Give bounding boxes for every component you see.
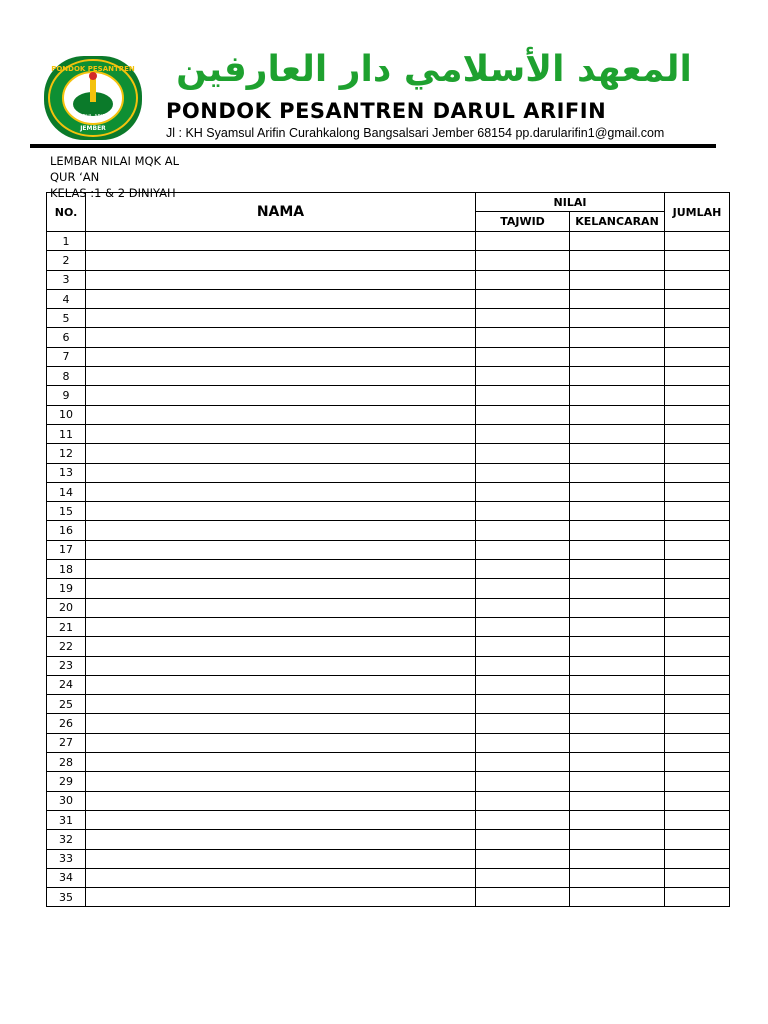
tajwid-cell[interactable] xyxy=(476,830,570,849)
tajwid-cell[interactable] xyxy=(476,367,570,386)
jumlah-cell[interactable] xyxy=(665,656,730,675)
nama-cell[interactable] xyxy=(86,540,476,559)
tajwid-cell[interactable] xyxy=(476,251,570,270)
nama-cell[interactable] xyxy=(86,888,476,907)
kelancaran-cell[interactable] xyxy=(570,328,665,347)
tajwid-cell[interactable] xyxy=(476,656,570,675)
row-number: 15 xyxy=(47,502,86,521)
row-number: 11 xyxy=(47,424,86,443)
nama-cell[interactable] xyxy=(86,386,476,405)
table-row xyxy=(47,888,730,907)
tajwid-cell[interactable] xyxy=(476,540,570,559)
kelancaran-cell[interactable] xyxy=(570,560,665,579)
tajwid-cell[interactable] xyxy=(476,714,570,733)
row-number: 32 xyxy=(47,830,86,849)
row-number: 1 xyxy=(47,232,86,251)
tajwid-cell[interactable] xyxy=(476,309,570,328)
row-number: 5 xyxy=(47,309,86,328)
table-row xyxy=(47,714,730,733)
kelancaran-cell[interactable] xyxy=(570,444,665,463)
header-no: NO. xyxy=(47,193,86,232)
kelancaran-cell[interactable] xyxy=(570,482,665,501)
info-line-1: LEMBAR NILAI MQK AL xyxy=(50,154,180,168)
tajwid-cell[interactable] xyxy=(476,733,570,752)
row-number: 26 xyxy=(47,714,86,733)
jumlah-cell[interactable] xyxy=(665,637,730,656)
table-row xyxy=(47,772,730,791)
jumlah-cell[interactable] xyxy=(665,810,730,829)
jumlah-cell[interactable] xyxy=(665,309,730,328)
info-line-2: QUR ‘AN xyxy=(50,170,100,184)
kelancaran-cell[interactable] xyxy=(570,733,665,752)
kelancaran-cell[interactable] xyxy=(570,309,665,328)
tajwid-cell[interactable] xyxy=(476,521,570,540)
table-row xyxy=(47,482,730,501)
kelancaran-cell[interactable] xyxy=(570,289,665,308)
nama-cell[interactable] xyxy=(86,367,476,386)
tajwid-cell[interactable] xyxy=(476,888,570,907)
kelancaran-cell[interactable] xyxy=(570,540,665,559)
jumlah-cell[interactable] xyxy=(665,675,730,694)
kelancaran-cell[interactable] xyxy=(570,270,665,289)
nama-cell[interactable] xyxy=(86,405,476,424)
jumlah-cell[interactable] xyxy=(665,695,730,714)
table-row xyxy=(47,868,730,887)
jumlah-cell[interactable] xyxy=(665,347,730,366)
jumlah-cell[interactable] xyxy=(665,521,730,540)
nama-cell[interactable] xyxy=(86,521,476,540)
tajwid-cell[interactable] xyxy=(476,598,570,617)
header-nama: NAMA xyxy=(86,193,476,232)
row-number: 10 xyxy=(47,405,86,424)
kelancaran-cell[interactable] xyxy=(570,830,665,849)
kelancaran-cell[interactable] xyxy=(570,521,665,540)
row-number: 3 xyxy=(47,270,86,289)
table-row xyxy=(47,521,730,540)
nama-cell[interactable] xyxy=(86,270,476,289)
arabic-school-name: المعهد الأسلامي دار العارفين xyxy=(176,49,692,90)
table-row xyxy=(47,386,730,405)
tajwid-cell[interactable] xyxy=(476,232,570,251)
jumlah-cell[interactable] xyxy=(665,463,730,482)
table-row xyxy=(47,849,730,868)
kelancaran-cell[interactable] xyxy=(570,232,665,251)
kelancaran-cell[interactable] xyxy=(570,714,665,733)
nama-cell[interactable] xyxy=(86,637,476,656)
tajwid-cell[interactable] xyxy=(476,753,570,772)
row-number: 8 xyxy=(47,367,86,386)
header-jumlah: JUMLAH xyxy=(665,193,730,232)
table-row xyxy=(47,791,730,810)
row-number: 22 xyxy=(47,637,86,656)
nama-cell[interactable] xyxy=(86,849,476,868)
row-number: 6 xyxy=(47,328,86,347)
nama-cell[interactable] xyxy=(86,753,476,772)
jumlah-cell[interactable] xyxy=(665,849,730,868)
row-number: 28 xyxy=(47,753,86,772)
table-row xyxy=(47,270,730,289)
nama-cell[interactable] xyxy=(86,772,476,791)
tajwid-cell[interactable] xyxy=(476,675,570,694)
nama-cell[interactable] xyxy=(86,251,476,270)
table-row xyxy=(47,753,730,772)
kelancaran-cell[interactable] xyxy=(570,888,665,907)
nama-cell[interactable] xyxy=(86,560,476,579)
table-row xyxy=(47,405,730,424)
tajwid-cell[interactable] xyxy=(476,560,570,579)
row-number: 23 xyxy=(47,656,86,675)
row-number: 19 xyxy=(47,579,86,598)
tajwid-cell[interactable] xyxy=(476,270,570,289)
tajwid-cell[interactable] xyxy=(476,424,570,443)
table-row xyxy=(47,695,730,714)
table-row xyxy=(47,289,730,308)
table-row xyxy=(47,637,730,656)
nama-cell[interactable] xyxy=(86,810,476,829)
nama-cell[interactable] xyxy=(86,579,476,598)
kelancaran-cell[interactable] xyxy=(570,695,665,714)
tajwid-cell[interactable] xyxy=(476,502,570,521)
nama-cell[interactable] xyxy=(86,830,476,849)
table-row xyxy=(47,598,730,617)
tajwid-cell[interactable] xyxy=(476,849,570,868)
row-number: 25 xyxy=(47,695,86,714)
kelancaran-cell[interactable] xyxy=(570,579,665,598)
jumlah-cell[interactable] xyxy=(665,270,730,289)
logo-bottom-text: JEMBER xyxy=(80,125,106,132)
tajwid-cell[interactable] xyxy=(476,463,570,482)
tajwid-cell[interactable] xyxy=(476,347,570,366)
logo-center-text: DARUL ARIFIN xyxy=(75,114,111,120)
table-row xyxy=(47,347,730,366)
kelancaran-cell[interactable] xyxy=(570,849,665,868)
nama-cell[interactable] xyxy=(86,309,476,328)
row-number: 31 xyxy=(47,810,86,829)
nama-cell[interactable] xyxy=(86,289,476,308)
kelancaran-cell[interactable] xyxy=(570,502,665,521)
score-table xyxy=(46,192,730,907)
info-line-3: KELAS :1 & 2 DINIYAH xyxy=(50,186,176,200)
kelancaran-cell[interactable] xyxy=(570,367,665,386)
jumlah-cell[interactable] xyxy=(665,753,730,772)
row-number: 29 xyxy=(47,772,86,791)
school-name: PONDOK PESANTREN DARUL ARIFIN xyxy=(166,99,607,123)
jumlah-cell[interactable] xyxy=(665,560,730,579)
jumlah-cell[interactable] xyxy=(665,540,730,559)
header-divider xyxy=(30,144,716,148)
table-row xyxy=(47,617,730,636)
jumlah-cell[interactable] xyxy=(665,598,730,617)
nama-cell[interactable] xyxy=(86,868,476,887)
table-row xyxy=(47,328,730,347)
nama-cell[interactable] xyxy=(86,656,476,675)
jumlah-cell[interactable] xyxy=(665,482,730,501)
jumlah-cell[interactable] xyxy=(665,424,730,443)
tajwid-cell[interactable] xyxy=(476,617,570,636)
jumlah-cell[interactable] xyxy=(665,772,730,791)
jumlah-cell[interactable] xyxy=(665,733,730,752)
jumlah-cell[interactable] xyxy=(665,579,730,598)
jumlah-cell[interactable] xyxy=(665,830,730,849)
kelancaran-cell[interactable] xyxy=(570,617,665,636)
nama-cell[interactable] xyxy=(86,598,476,617)
jumlah-cell[interactable] xyxy=(665,868,730,887)
jumlah-cell[interactable] xyxy=(665,251,730,270)
school-logo xyxy=(44,56,142,140)
table-row xyxy=(47,232,730,251)
kelancaran-cell[interactable] xyxy=(570,424,665,443)
row-number: 21 xyxy=(47,617,86,636)
jumlah-cell[interactable] xyxy=(665,232,730,251)
tajwid-cell[interactable] xyxy=(476,482,570,501)
row-number: 17 xyxy=(47,540,86,559)
nama-cell[interactable] xyxy=(86,791,476,810)
tajwid-cell[interactable] xyxy=(476,810,570,829)
nama-cell[interactable] xyxy=(86,502,476,521)
nama-cell[interactable] xyxy=(86,675,476,694)
kelancaran-cell[interactable] xyxy=(570,675,665,694)
jumlah-cell[interactable] xyxy=(665,888,730,907)
nama-cell[interactable] xyxy=(86,617,476,636)
logo-arc-text: PONDOK PESANTREN xyxy=(51,65,135,73)
jumlah-cell[interactable] xyxy=(665,405,730,424)
nama-cell[interactable] xyxy=(86,424,476,443)
header-nilai: NILAI xyxy=(476,193,665,212)
row-number: 4 xyxy=(47,289,86,308)
row-number: 14 xyxy=(47,482,86,501)
row-number: 7 xyxy=(47,347,86,366)
table-row xyxy=(47,463,730,482)
row-number: 27 xyxy=(47,733,86,752)
kelancaran-cell[interactable] xyxy=(570,405,665,424)
tajwid-cell[interactable] xyxy=(476,772,570,791)
nama-cell[interactable] xyxy=(86,695,476,714)
row-number: 18 xyxy=(47,560,86,579)
header-kelancaran: KELANCARAN xyxy=(570,212,665,232)
nama-cell[interactable] xyxy=(86,482,476,501)
kelancaran-cell[interactable] xyxy=(570,791,665,810)
nama-cell[interactable] xyxy=(86,463,476,482)
table-row xyxy=(47,309,730,328)
row-number: 16 xyxy=(47,521,86,540)
table-row xyxy=(47,540,730,559)
tajwid-cell[interactable] xyxy=(476,637,570,656)
kelancaran-cell[interactable] xyxy=(570,753,665,772)
table-row xyxy=(47,367,730,386)
jumlah-cell[interactable] xyxy=(665,502,730,521)
table-row xyxy=(47,502,730,521)
table-row xyxy=(47,675,730,694)
kelancaran-cell[interactable] xyxy=(570,347,665,366)
kelancaran-cell[interactable] xyxy=(570,637,665,656)
nama-cell[interactable] xyxy=(86,714,476,733)
tajwid-cell[interactable] xyxy=(476,386,570,405)
jumlah-cell[interactable] xyxy=(665,386,730,405)
row-number: 20 xyxy=(47,598,86,617)
jumlah-cell[interactable] xyxy=(665,617,730,636)
jumlah-cell[interactable] xyxy=(665,289,730,308)
table-row xyxy=(47,251,730,270)
kelancaran-cell[interactable] xyxy=(570,598,665,617)
kelancaran-cell[interactable] xyxy=(570,463,665,482)
header-tajwid: TAJWID xyxy=(476,212,570,232)
kelancaran-cell[interactable] xyxy=(570,656,665,675)
tajwid-cell[interactable] xyxy=(476,289,570,308)
tajwid-cell[interactable] xyxy=(476,695,570,714)
row-number: 34 xyxy=(47,868,86,887)
nama-cell[interactable] xyxy=(86,444,476,463)
row-number: 13 xyxy=(47,463,86,482)
row-number: 2 xyxy=(47,251,86,270)
jumlah-cell[interactable] xyxy=(665,714,730,733)
letterhead xyxy=(0,0,768,150)
jumlah-cell[interactable] xyxy=(665,367,730,386)
table-row xyxy=(47,579,730,598)
jumlah-cell[interactable] xyxy=(665,328,730,347)
nama-cell[interactable] xyxy=(86,328,476,347)
kelancaran-cell[interactable] xyxy=(570,810,665,829)
tajwid-cell[interactable] xyxy=(476,791,570,810)
tajwid-cell[interactable] xyxy=(476,868,570,887)
nama-cell[interactable] xyxy=(86,232,476,251)
row-number: 9 xyxy=(47,386,86,405)
row-number: 12 xyxy=(47,444,86,463)
table-row xyxy=(47,424,730,443)
table-body xyxy=(47,232,730,907)
table-row xyxy=(47,656,730,675)
kelancaran-cell[interactable] xyxy=(570,386,665,405)
tajwid-cell[interactable] xyxy=(476,405,570,424)
nama-cell[interactable] xyxy=(86,733,476,752)
table-row xyxy=(47,810,730,829)
kelancaran-cell[interactable] xyxy=(570,868,665,887)
table-row xyxy=(47,733,730,752)
nama-cell[interactable] xyxy=(86,347,476,366)
table-row xyxy=(47,830,730,849)
jumlah-cell[interactable] xyxy=(665,444,730,463)
kelancaran-cell[interactable] xyxy=(570,251,665,270)
kelancaran-cell[interactable] xyxy=(570,772,665,791)
tajwid-cell[interactable] xyxy=(476,444,570,463)
row-number: 24 xyxy=(47,675,86,694)
row-number: 30 xyxy=(47,791,86,810)
row-number: 35 xyxy=(47,888,86,907)
tajwid-cell[interactable] xyxy=(476,328,570,347)
table-row xyxy=(47,444,730,463)
row-number: 33 xyxy=(47,849,86,868)
tajwid-cell[interactable] xyxy=(476,579,570,598)
school-address: Jl : KH Syamsul Arifin Curahkalong Bangsalsari Jember 68154 pp.darularifin1@gmail.com xyxy=(166,126,665,140)
table-row xyxy=(47,560,730,579)
jumlah-cell[interactable] xyxy=(665,791,730,810)
